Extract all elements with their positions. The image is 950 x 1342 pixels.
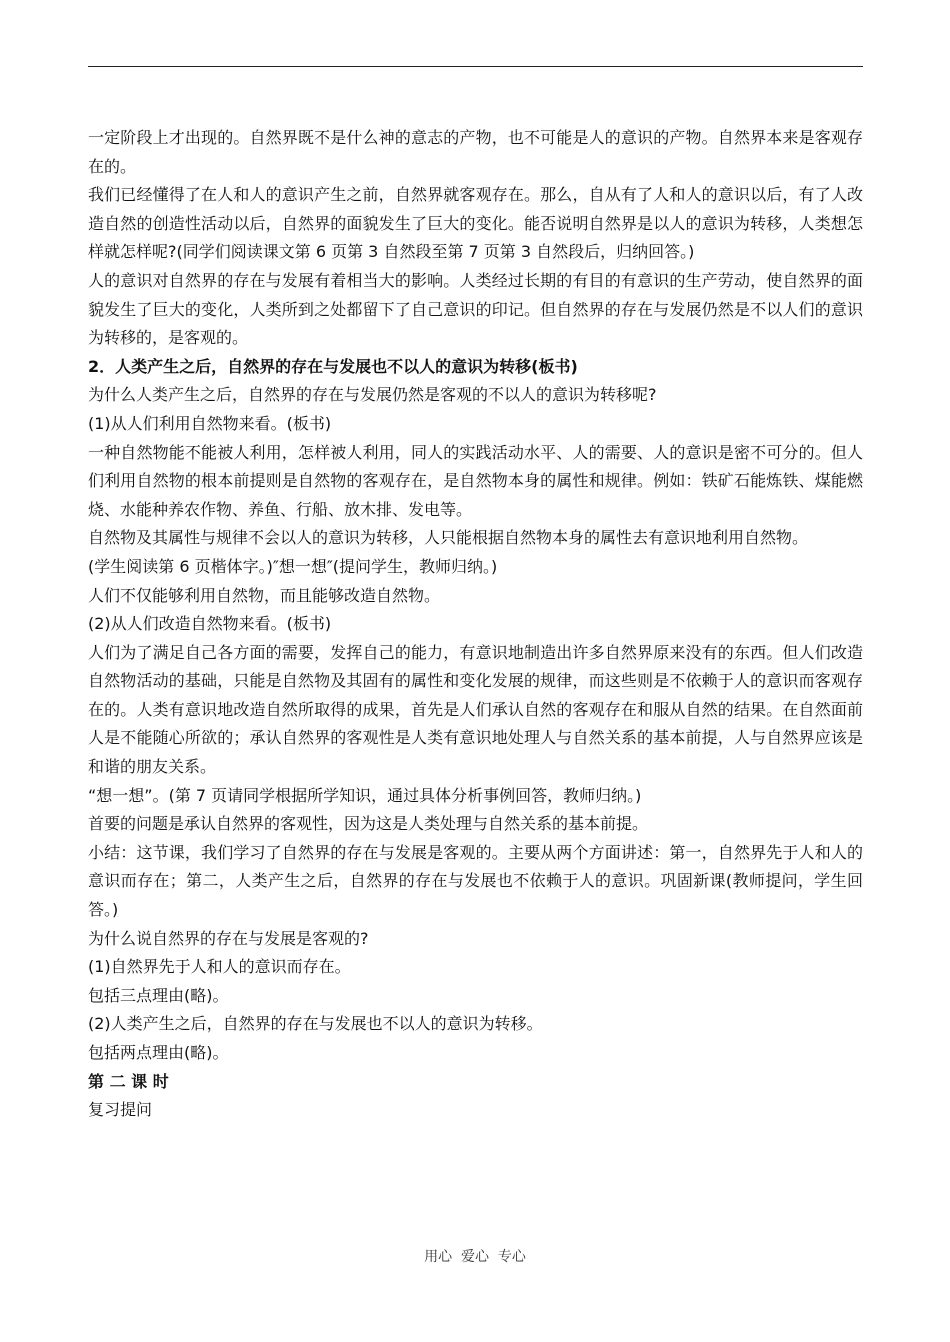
section-heading: 2．人类产生之后，自然界的存在与发展也不以人的意识为转移(板书) [88,356,578,376]
paragraph: (1)从人们利用自然物来看。(板书) [88,413,332,433]
paragraph: (1)自然界先于人和人的意识而存在。 [88,957,351,977]
paragraph: 人们为了满足自己各方面的需要，发挥自己的能力，有意识地制造出许多自然界原来没有的东西。但人们改造自然物活动的基础，只能是自然物及其固有的属性和变化发展的规律，而这些则是不依赖于人的意识而客观存在的。人类有意识地改造自然所取得的成果，首先是人们承认自然的客观存在和服从自然的结果。在自然面前人是不能随心所欲的；承认自然界的客观性是人类有意识地处理人与自然关系的基本前提，人与自然界应该是和谐的朋友关系。 [88,642,863,777]
paragraph: 一定阶段上才出现的。自然界既不是什么神的意志的产物，也不可能是人的意识的产物。自然界本来是客观存在的。 [88,128,863,176]
paragraph: 为什么说自然界的存在与发展是客观的? [88,928,369,948]
paragraph: (2)从人们改造自然物来看。(板书) [88,614,332,634]
paragraph: (学生阅读第 6 页楷体字。)″想一想″(提问学生，教师归纳。) [88,556,498,576]
paragraph: “想一想”。(第 7 页请同学根据所学知识，通过具体分析事例回答，教师归纳。) [88,785,642,805]
paragraph: (2)人类产生之后，自然界的存在与发展也不以人的意识为转移。 [88,1014,543,1034]
paragraph: 我们已经懂得了在人和人的意识产生之前，自然界就客观存在。那么，自从有了人和人的意识以后，有了人改造自然的创造性活动以后，自然界的面貌发生了巨大的变化。能否说明自然界是以人的意识为转移，人类想怎样就怎样呢?(同学们阅读课文第 6 页第 3 自然段至第 7 页第 3 自然段后，归纳回答。) [88,185,863,262]
paragraph: 复习提问 [88,1100,153,1120]
header-rule [88,66,863,67]
paragraph: 小结：这节课，我们学习了自然界的存在与发展是客观的。主要从两个方面讲述：第一，自然界先于人和人的意识而存在；第二，人类产生之后，自然界的存在与发展也不依赖于人的意识。巩固新课(教师提问，学生回答。) [88,842,863,920]
paragraph: 包括两点理由(略)。 [88,1043,229,1062]
document-body [88,124,863,1125]
paragraph: 人的意识对自然界的存在与发展有着相当大的影响。人类经过长期的有目的有意识的生产劳动，使自然界的面貌发生了巨大的变化，人类所到之处都留下了自己意识的印记。但自然界的存在与发展仍然是不以人们的意识为转移的，是客观的。 [88,270,863,348]
paragraph: 一种自然物能不能被人利用，怎样被人利用，同人的实践活动水平、人的需要、人的意识是密不可分的。但人们利用自然物的根本前提则是自然物的客观存在，是自然物本身的属性和规律。例如：铁矿石能炼铁、煤能燃烧、水能种养农作物、养鱼、行船、放木排、发电等。 [88,442,863,519]
paragraph: 为什么人类产生之后，自然界的存在与发展仍然是客观的不以人的意识为转移呢? [88,385,657,405]
paragraph: 自然物及其属性与规律不会以人的意识为转移，人只能根据自然物本身的属性去有意识地利用自然物。 [88,528,809,548]
paragraph: 首要的问题是承认自然界的客观性，因为这是人类处理与自然关系的基本前提。 [88,814,649,834]
section-heading: 第 二 课 时 [88,1071,169,1091]
paragraph: 人们不仅能够利用自然物，而且能够改造自然物。 [88,585,441,605]
page-footer: 用心 爱心 专心 [424,1249,526,1265]
paragraph: 包括三点理由(略)。 [88,985,229,1005]
